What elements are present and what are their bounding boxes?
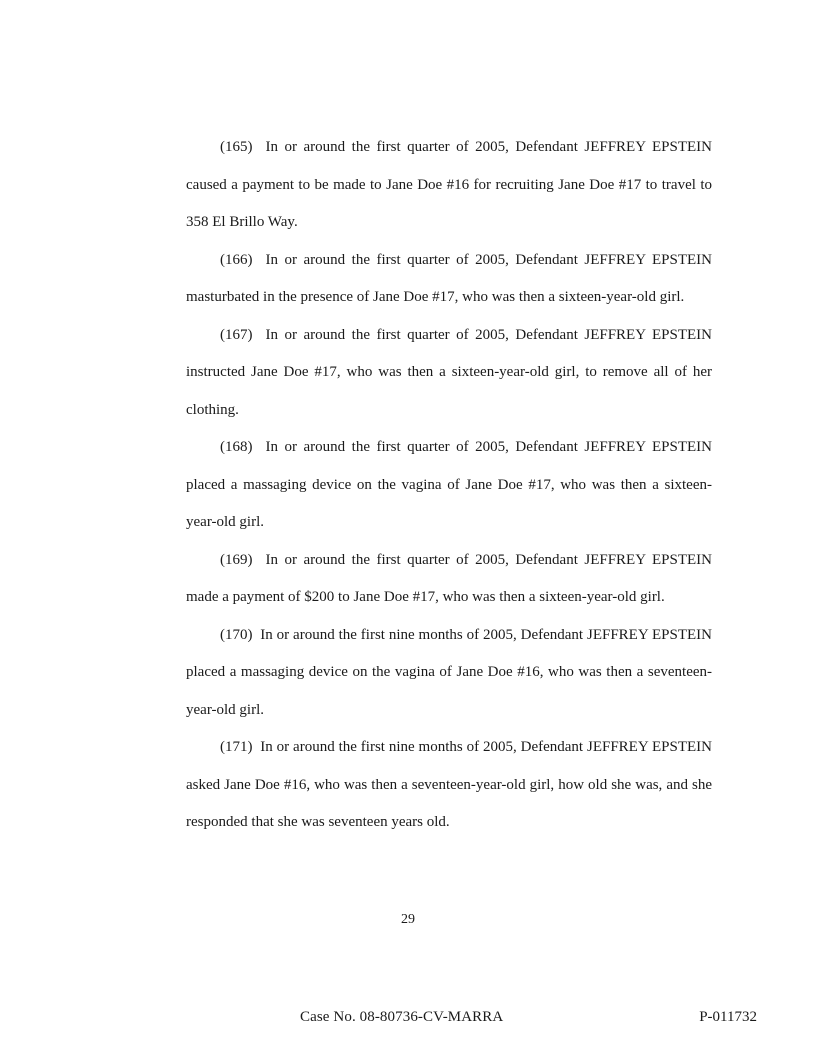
paragraph-text: In or around the first quarter of 2005, Defendant JEFFREY EPSTEIN made a payment of $200 to Jane Doe #17, who was then a sixteen-year-old girl. <box>186 551 712 605</box>
footer-case-number: Case No. 08-80736-CV-MARRA <box>300 1009 504 1025</box>
page-number: 29 <box>401 912 415 927</box>
paragraph-text: In or around the first nine months of 2005, Defendant JEFFREY EPSTEIN asked Jane Doe #16, who was then a seventeen-year-old girl, how old she was, and she responded that she was seventeen years old. <box>186 739 712 830</box>
paragraph-number: (165) <box>220 139 253 155</box>
paragraph-number: (167) <box>220 326 253 343</box>
paragraph-171 <box>186 729 712 842</box>
paragraph-170 <box>186 617 712 730</box>
paragraph-number: (168) <box>220 439 253 455</box>
document-body <box>186 129 712 842</box>
paragraph-text: In or around the first quarter of 2005, Defendant JEFFREY EPSTEIN instructed Jane Doe #17, who was then a sixteen-year-old girl, to remove all of her clothing. <box>186 326 712 418</box>
paragraph-166 <box>186 242 712 317</box>
paragraph-text: In or around the first nine months of 2005, Defendant JEFFREY EPSTEIN placed a massaging device on the vagina of Jane Doe #16, who was then a seventeen-year-old girl. <box>186 626 712 718</box>
paragraph-168 <box>186 429 712 542</box>
paragraph-169 <box>186 542 712 617</box>
footer-bates-number: P-011732 <box>699 1009 757 1025</box>
paragraph-number: (171) <box>220 739 253 755</box>
paragraph-text: In or around the first quarter of 2005, Defendant JEFFREY EPSTEIN masturbated in the presence of Jane Doe #17, who was then a sixteen-year-old girl. <box>186 251 712 305</box>
paragraph-number: (166) <box>220 251 253 268</box>
paragraph-number: (170) <box>220 626 253 643</box>
paragraph-number: (169) <box>220 551 253 568</box>
paragraph-text: In or around the first quarter of 2005, Defendant JEFFREY EPSTEIN placed a massaging device on the vagina of Jane Doe #17, who was then a sixteen-year-old girl. <box>186 439 712 530</box>
paragraph-167 <box>186 317 712 430</box>
paragraph-165 <box>186 129 712 242</box>
paragraph-text: In or around the first quarter of 2005, Defendant JEFFREY EPSTEIN caused a payment to be made to Jane Doe #16 for recruiting Jane Doe #17 to travel to 358 El Brillo Way. <box>186 139 712 230</box>
